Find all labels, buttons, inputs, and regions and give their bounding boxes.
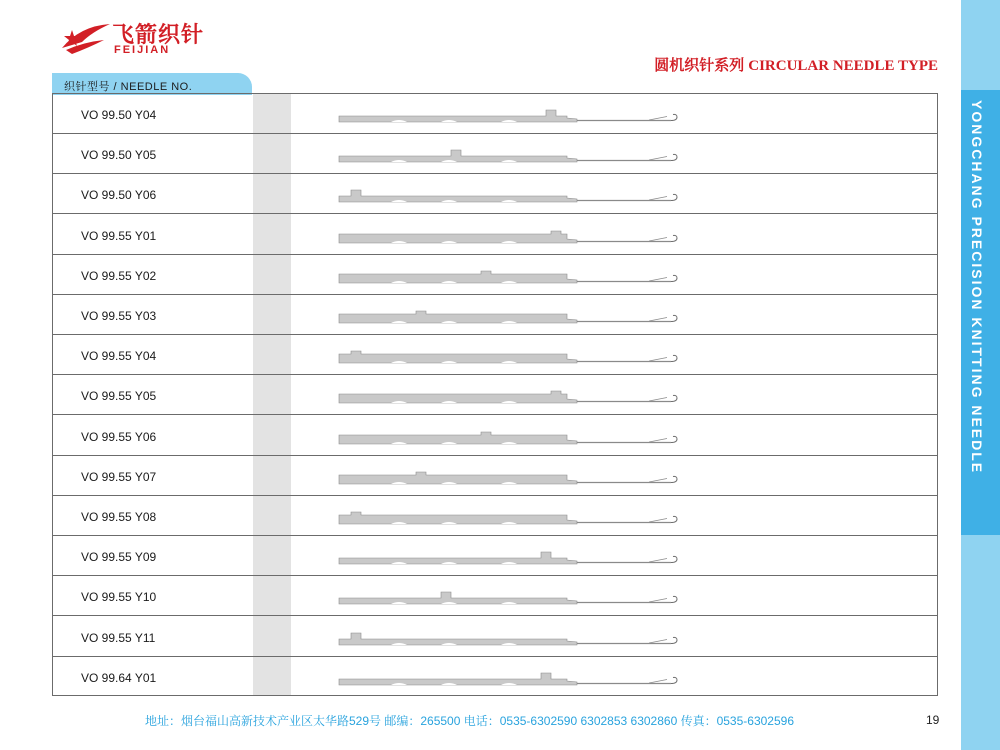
- page-title: [654, 54, 938, 75]
- needle-row: [53, 375, 937, 415]
- needle-row: [53, 617, 937, 657]
- needle-model-label: VO 99.55 Y11: [81, 630, 156, 645]
- needle-table: [52, 93, 938, 696]
- needle-model-label: VO 99.64 Y01: [81, 670, 157, 685]
- needle-drawing: [331, 464, 701, 488]
- needle-row: [53, 416, 937, 456]
- needle-row: [53, 134, 937, 174]
- needle-drawing: [331, 544, 701, 568]
- sidebar-top-block: [961, 0, 1000, 90]
- needle-model-label: VO 99.55 Y10: [81, 590, 157, 605]
- needle-drawing: [331, 182, 701, 206]
- needle-row: [53, 335, 937, 375]
- needle-drawing: [331, 303, 701, 327]
- needle-row: [53, 174, 937, 214]
- needle-row: [53, 576, 937, 616]
- needle-model-label: VO 99.55 Y04: [81, 349, 157, 364]
- needle-model-label: VO 99.55 Y06: [81, 429, 157, 444]
- needle-drawing: [331, 142, 701, 166]
- needle-model-label: VO 99.55 Y08: [81, 510, 157, 524]
- footer-contact: 地址：烟台福山高新技术产业区太华路529号 邮编：265500 电话：0535-6302590 6302853 6302860 传真：0535-6302596: [145, 714, 794, 728]
- page-title-cn: 圆机织针系列: [654, 58, 745, 74]
- needle-model-label: VO 99.50 Y04: [81, 108, 157, 122]
- brand-logo: [58, 16, 205, 62]
- needle-drawing: [331, 504, 701, 528]
- sidebar-title: YONGCHANG PRECISION KNITTING NEEDLE: [969, 100, 985, 475]
- needle-drawing: [331, 223, 701, 247]
- page-number: 19: [926, 713, 940, 727]
- needle-drawing: [331, 263, 701, 287]
- rocket-star-icon: [58, 18, 116, 56]
- needle-model-label: VO 99.55 Y05: [81, 389, 157, 404]
- brand-name-cn: 飞箭织针: [112, 22, 205, 47]
- needle-row: [53, 496, 937, 536]
- needle-drawing: [331, 625, 701, 649]
- sidebar-band: [961, 0, 1000, 750]
- needle-drawing: [331, 584, 701, 608]
- sidebar-bottom-block: [961, 535, 1000, 750]
- table-header-tab: [52, 73, 252, 95]
- needle-drawing: [331, 424, 701, 448]
- needle-model-label: VO 99.55 Y09: [81, 550, 157, 565]
- needle-drawing: [331, 102, 701, 126]
- needle-drawing: [331, 343, 701, 367]
- brand-name-en: FEIJIAN: [114, 44, 171, 56]
- needle-model-label: VO 99.50 Y05: [81, 148, 157, 163]
- needle-row: [53, 657, 937, 697]
- needle-row: [53, 94, 937, 134]
- needle-row: [53, 295, 937, 335]
- needle-row: [53, 255, 937, 295]
- needle-model-label: VO 99.55 Y03: [81, 309, 157, 323]
- needle-model-label: VO 99.55 Y02: [81, 268, 157, 283]
- needle-row: [53, 215, 937, 255]
- needle-model-label: VO 99.55 Y01: [81, 228, 157, 243]
- table-header-label: 织针型号 / NEEDLE NO.: [64, 81, 193, 93]
- needle-drawing: [331, 665, 701, 689]
- needle-row: [53, 456, 937, 496]
- needle-model-label: VO 99.50 Y06: [81, 188, 157, 203]
- needle-model-label: VO 99.55 Y07: [81, 469, 157, 484]
- needle-row: [53, 536, 937, 576]
- page-title-en: CIRCULAR NEEDLE TYPE: [748, 58, 938, 74]
- needle-drawing: [331, 383, 701, 407]
